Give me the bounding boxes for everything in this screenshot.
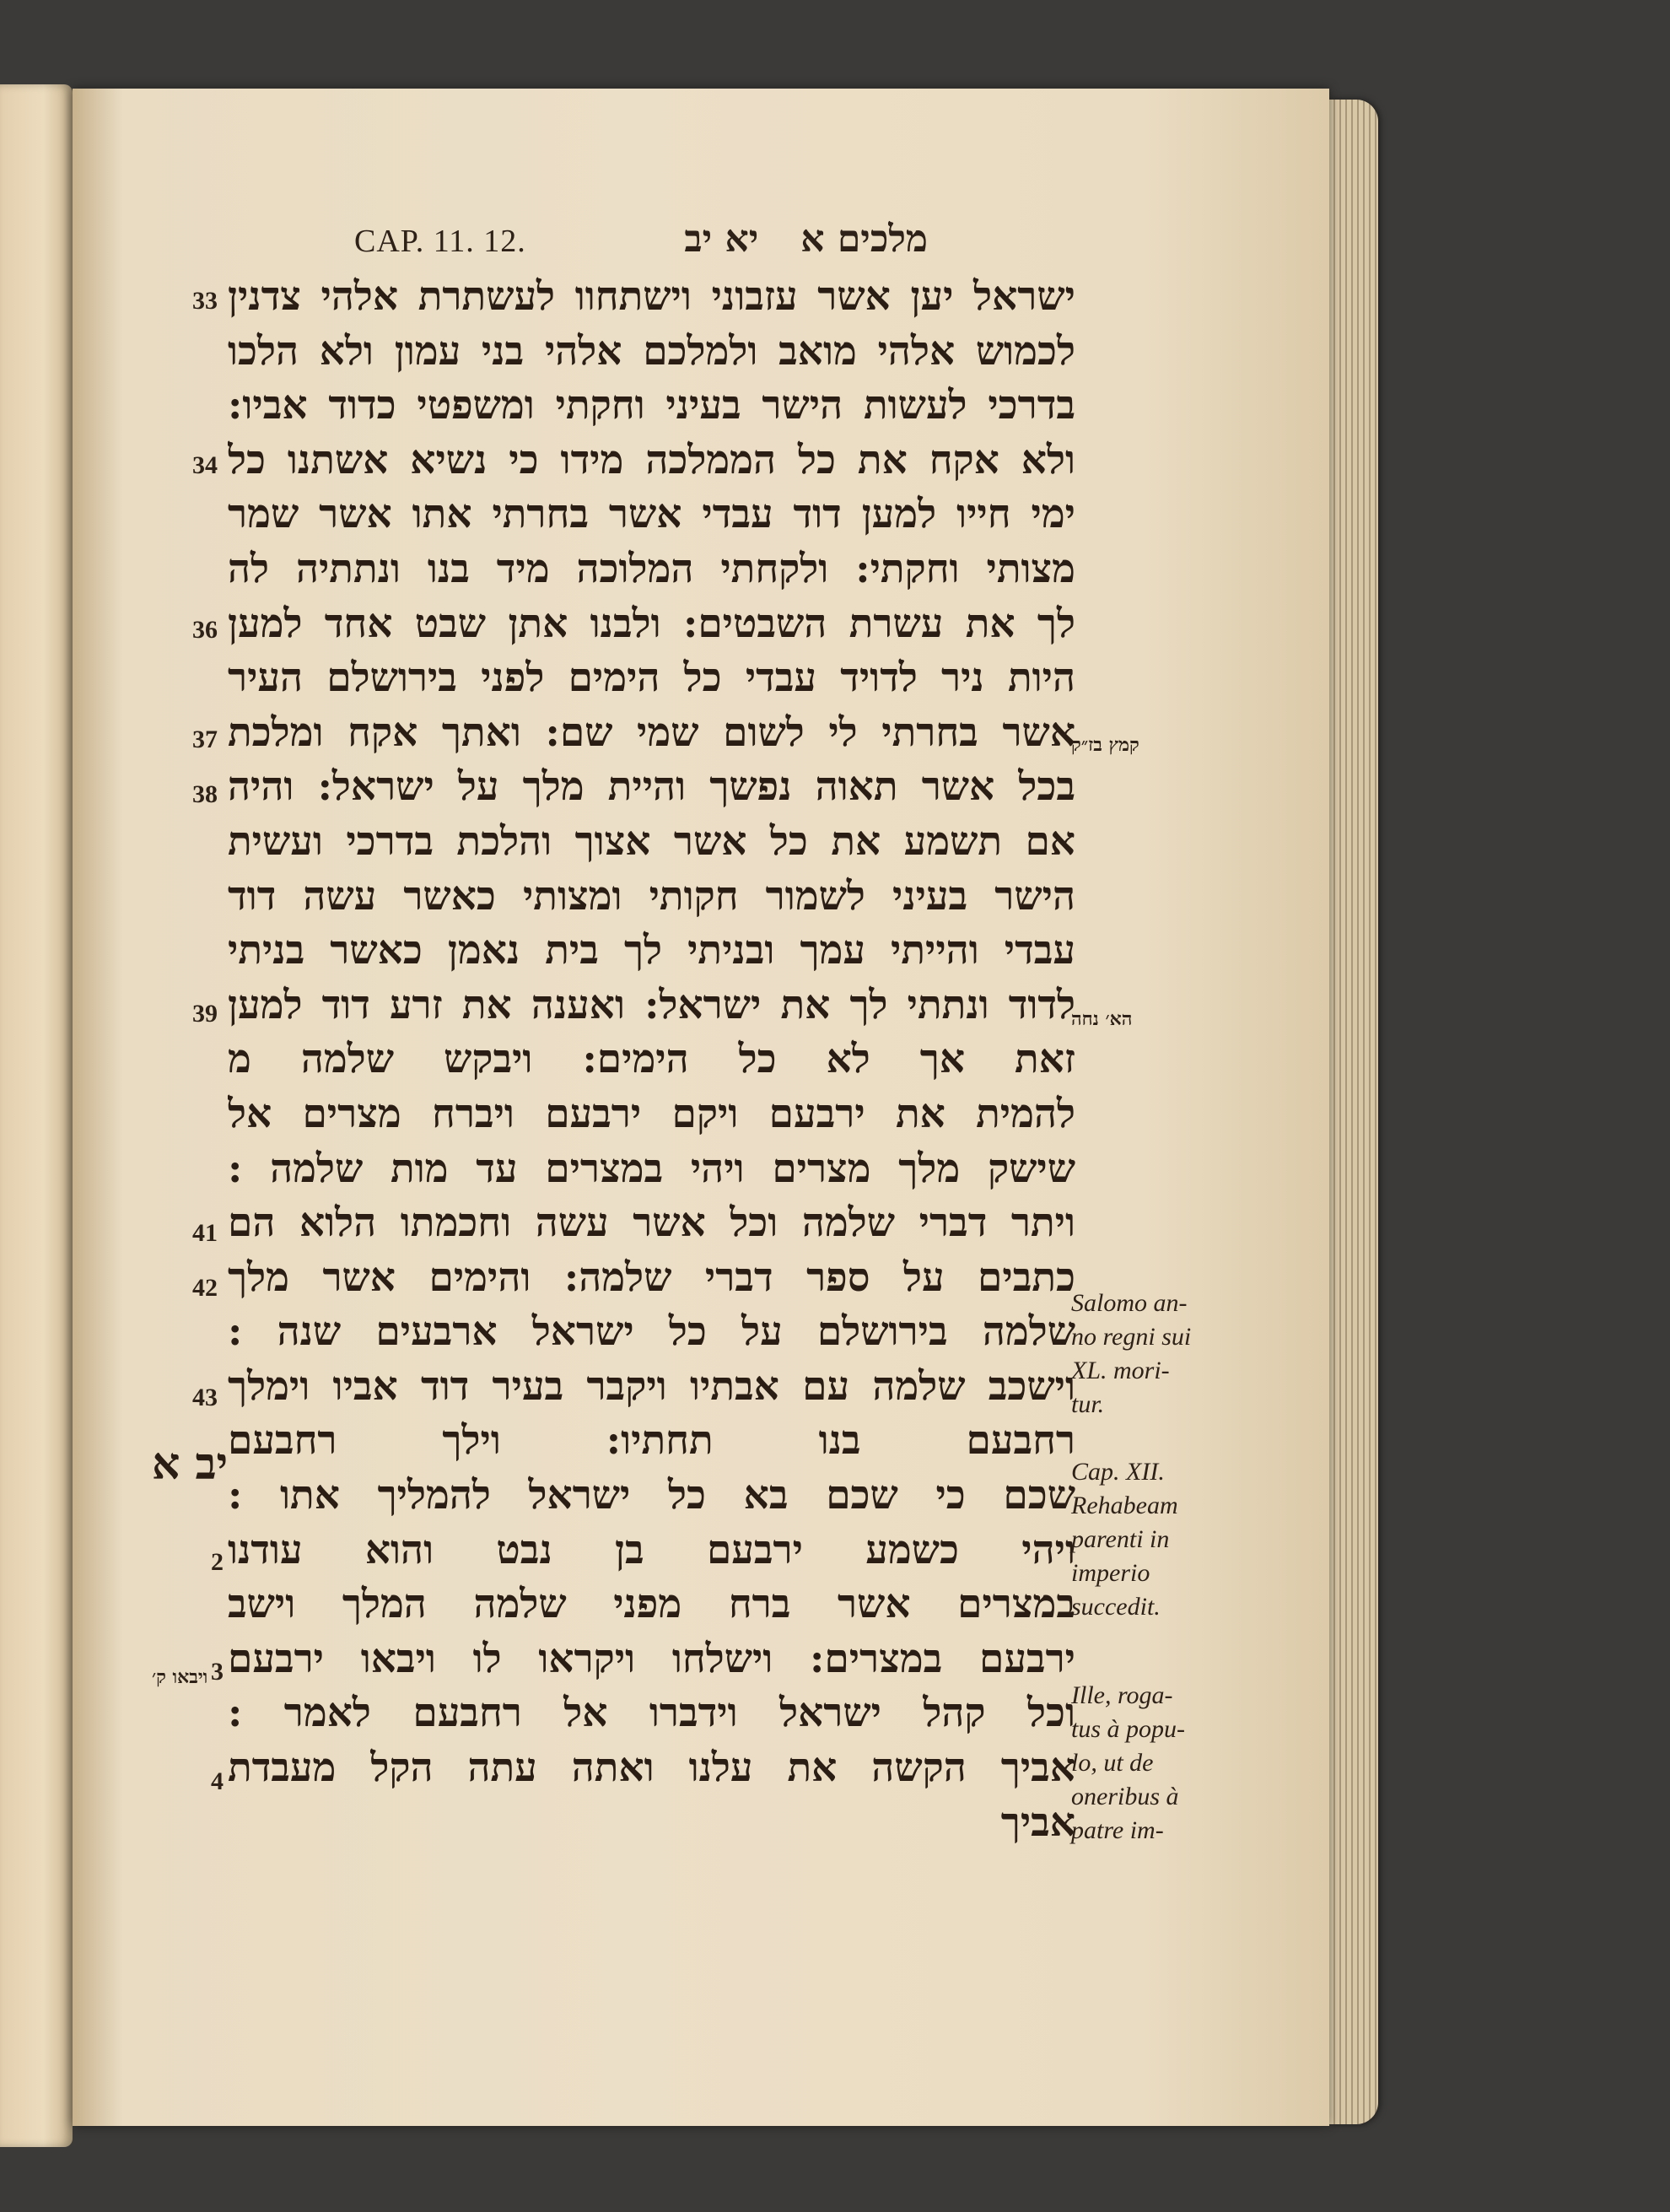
text-line: לך את עשרת השבטים: ולבנו אתן שבט אחד למען xyxy=(228,600,1075,647)
page-edges xyxy=(1329,100,1378,2124)
hebrew-chapters: יא יב xyxy=(684,218,759,261)
text-line: עבדי והייתי עמך ובניתי לך בית נאמן כאשר בניתי xyxy=(228,927,1075,974)
verse-number: 41 xyxy=(192,1219,218,1247)
text-line: בדרכי לעשות הישר בעיני וחקתי ומשפטי כדוד אביו: xyxy=(228,382,1075,429)
text-line: ולא אקח את כל הממלכה מידו כי נשיא אשתנו כל xyxy=(228,436,1075,483)
catchword-line: אביך xyxy=(1000,1799,1075,1846)
text-line: אם תשמע את כל אשר אצוך והלכת בדרכי ועשית xyxy=(228,817,1075,865)
verse-number: 38 xyxy=(192,780,218,808)
text-line: כתבים על ספר דברי שלמה: והימים אשר מלך xyxy=(228,1254,1075,1301)
note-line: parenti in xyxy=(1071,1525,1170,1553)
hebrew-header xyxy=(684,218,928,261)
note-line: Cap. XII. xyxy=(1071,1458,1165,1486)
text-line: מצותי וחקתי: ולקחתי המלוכה מיד בנו ונתתיה לה xyxy=(228,545,1075,592)
verse-number: 4 xyxy=(211,1767,224,1795)
text-line: ויהי כשמע ירבעם בן נבט והוא עודנו xyxy=(228,1526,1075,1573)
text-line: ויתר דברי שלמה וכל אשר עשה וחכמתו הלוא הם xyxy=(228,1200,1075,1247)
text-line: לכמוש אלהי מואב ולמלכם אלהי בני עמון ולא הלכו xyxy=(228,327,1075,375)
verse-number: 43 xyxy=(192,1384,218,1411)
text-line: לדוד ונתתי לך את ישראל: ואענה את זרע דוד למען xyxy=(228,981,1075,1028)
text-line: רחבעם בנו תחתיו: וילך רחבעם xyxy=(228,1417,1075,1465)
note-line: patre im- xyxy=(1071,1816,1164,1844)
note-line: imperio xyxy=(1071,1559,1150,1587)
hebrew-text-block xyxy=(228,270,1075,1850)
note-line: oneribus à xyxy=(1071,1783,1179,1810)
verse-number: 42 xyxy=(192,1274,218,1302)
left-page-edge xyxy=(0,84,73,2147)
text-line: אשר בחרתי לי לשום שמי שם: ואתך אקח ומלכת xyxy=(228,709,1075,756)
text-line: להמית את ירבעם ויקם ירבעם ויברח מצרים אל xyxy=(228,1090,1075,1137)
verse-number: 37 xyxy=(192,726,218,753)
chapter-reference: CAP. 11. 12. xyxy=(354,224,526,259)
text-line: במצרים אשר ברח מפני שלמה המלך וישב xyxy=(228,1581,1075,1628)
text-line: זאת אך לא כל הימים: ויבקש שלמה מ xyxy=(228,1036,1075,1083)
latin-marginal-note xyxy=(1071,1679,1198,1848)
text-line: הישר בעיני לשמור חקותי ומצותי כאשר עשה דוד xyxy=(228,872,1075,920)
note-line: Rehabeam xyxy=(1071,1492,1178,1519)
note-line: succedit. xyxy=(1071,1593,1161,1621)
verse-number: 33 xyxy=(192,287,218,315)
text-line: היות ניר לדויד עבדי כל הימים לפני בירושלם העיר xyxy=(228,655,1075,702)
verse-number: 36 xyxy=(192,616,218,644)
note-line: tur. xyxy=(1071,1390,1105,1418)
latin-marginal-note xyxy=(1071,1287,1198,1422)
text-line: שכם כי שכם בא כל ישראל להמליך אתו : xyxy=(228,1472,1075,1519)
note-line: tus à popu- xyxy=(1071,1715,1185,1743)
running-header xyxy=(354,218,928,268)
verse-number: 2 xyxy=(211,1548,224,1576)
note-line: Ille, roga- xyxy=(1071,1681,1173,1709)
note-line: XL. mori- xyxy=(1071,1357,1170,1384)
verse-number: 39 xyxy=(192,1000,218,1028)
text-line: וישכב שלמה עם אבתיו ויקבר בעיר דוד אביו וימלך xyxy=(228,1362,1075,1410)
book-title: מלכים א xyxy=(800,218,928,261)
note-line: no regni sui xyxy=(1071,1323,1192,1351)
text-line: ימי חייו למען דוד עבדי אשר בחרתי אתו אשר שמר xyxy=(228,491,1075,538)
text-line: וכל קהל ישראל וידברו אל רחבעם לאמר : xyxy=(228,1690,1075,1737)
text-line: ישראל יען אשר עזבוני וישתחוו לעשתרת אלהי צדנין xyxy=(228,273,1075,320)
text-line: שישק מלך מצרים ויהי במצרים עד מות שלמה : xyxy=(228,1145,1075,1192)
text-line: שלמה בירושלם על כל ישראל ארבעים שנה : xyxy=(228,1308,1075,1356)
verse-number: 3 xyxy=(211,1658,224,1686)
text-line: בכל אשר תאוה נפשך והיית מלך על ישראל: והיה xyxy=(228,763,1075,811)
note-line: Salomo an- xyxy=(1071,1289,1188,1317)
marginal-note-hebrew: ויבאו ק׳ xyxy=(152,1666,208,1688)
marginal-note-hebrew: קמץ בז״ק xyxy=(1071,734,1139,756)
marginal-note-hebrew: הא׳ נחה xyxy=(1071,1008,1133,1030)
note-line: lo, ut de xyxy=(1071,1749,1154,1777)
text-line: אביך הקשה את עלנו ואתה עתה הקל מעבדת xyxy=(228,1745,1075,1792)
text-line: ירבעם במצרים: וישלחו ויקראו לו ויבאו ירבעם xyxy=(228,1635,1075,1682)
verse-number: 34 xyxy=(192,451,218,479)
latin-marginal-note xyxy=(1071,1455,1198,1624)
chapter-marker: יב א xyxy=(152,1438,229,1490)
